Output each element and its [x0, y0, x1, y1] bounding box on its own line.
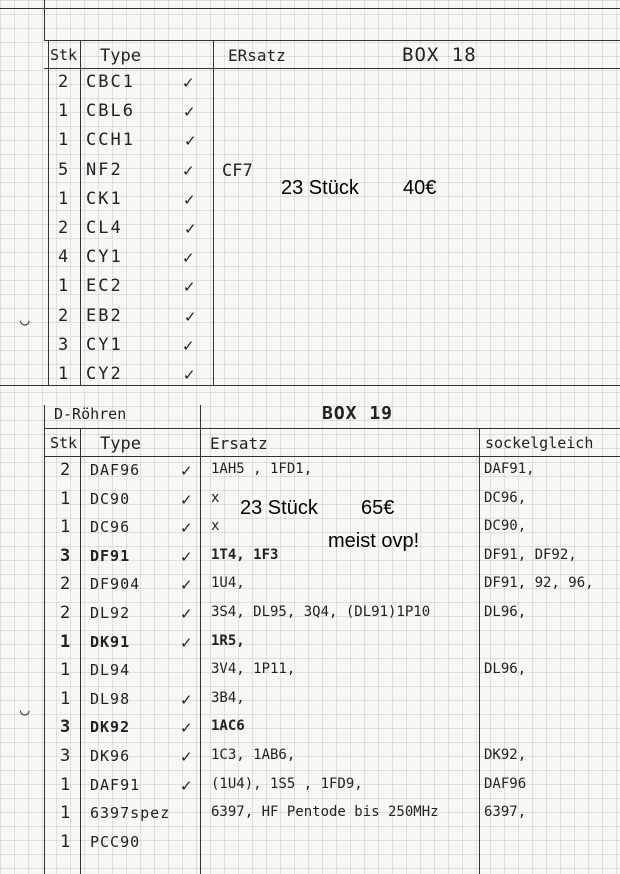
box18-row-type: CY1: [86, 334, 123, 355]
box18-bottom-border: [0, 385, 620, 386]
box18-row-check: ✓: [183, 278, 196, 297]
box19-row-qty: 1: [60, 660, 71, 681]
box19-row-check: ✓: [180, 490, 193, 509]
box19-col-divider-2: [200, 405, 201, 874]
box18-left-border: [48, 40, 49, 385]
box19-row-socket: DK92,: [484, 747, 527, 763]
box18-header-type: Type: [100, 46, 141, 66]
box19-row-qty: 1: [60, 517, 71, 538]
box18-row-qty: 2: [58, 218, 69, 238]
box19-row-socket: DAF96: [484, 775, 527, 792]
box19-row-replacement: 1U4,: [211, 575, 245, 592]
box18-row-qty: 1: [58, 276, 69, 297]
box19-note: meist ovp!: [328, 530, 420, 552]
box19-row-socket: DF91, 92, 96,: [484, 575, 594, 592]
box18-row-check: ✓: [183, 103, 196, 122]
box19-row-qty: 1: [60, 631, 71, 652]
box19-row-check: ✓: [180, 633, 193, 652]
box18-row-type: EC2: [86, 276, 123, 297]
box18-row-type: EB2: [86, 305, 123, 326]
box19-title: BOX 19: [322, 403, 394, 424]
box18-row-check: ✓: [183, 190, 196, 209]
box18-row-qty: 2: [58, 305, 69, 326]
box18-row-qty: 1: [58, 364, 69, 384]
box18-count-label: 23 Stück: [281, 177, 359, 199]
box19-row-type: DAF91: [90, 775, 141, 794]
box18-row-check: ✓: [182, 161, 195, 180]
box19-left-border: [44, 405, 45, 874]
box19-row-type: 6397spez: [90, 804, 171, 823]
box19-row-check: ✓: [180, 576, 193, 595]
box19-row-socket: DC90,: [484, 518, 527, 535]
box19-row-replacement: 1AC6: [211, 718, 245, 735]
box18-row-check: ✓: [183, 366, 196, 384]
box19-row-qty: 1: [60, 688, 71, 709]
box19-row-type: DC90: [90, 489, 131, 508]
box18-header-qty: Stk: [50, 46, 78, 64]
box19-row-qty: 3: [60, 545, 71, 566]
box19-row-qty: 1: [60, 774, 71, 795]
box18-row-qty: 1: [58, 130, 69, 151]
box19-row-type: DL94: [90, 661, 131, 680]
box19-row-type: DK96: [90, 747, 131, 765]
box18-col-divider-1: [80, 40, 81, 385]
box18-row-type: CCH1: [86, 130, 135, 151]
box19-row-type: DL92: [90, 604, 131, 622]
box18-row-type: CBL6: [86, 101, 135, 122]
box19-row-socket: DAF91,: [484, 461, 535, 477]
box19-row-check: ✓: [180, 547, 193, 566]
box19-row-socket: DL96,: [484, 604, 527, 620]
box19-row-socket: 6397,: [484, 804, 527, 821]
box19-row-replacement: x: [211, 489, 220, 506]
box19-row-replacement: 1T4, 1F3: [211, 546, 279, 563]
box19-row-check: ✓: [180, 690, 193, 709]
box19-row-replacement: 3B4,: [211, 689, 245, 706]
box18-row-type: CBC1: [86, 72, 135, 92]
box19-row-type: DL98: [90, 689, 131, 708]
box18-row-check: ✓: [184, 307, 197, 326]
box18-row-qty: 4: [58, 247, 69, 268]
box18-row-type: CY2: [86, 364, 123, 384]
box19-row-check: ✓: [180, 776, 193, 795]
box18-row-check: ✓: [182, 336, 195, 355]
box18-row-qty: 5: [58, 159, 69, 180]
box19-row-type: DK92: [90, 718, 131, 737]
box19-row-check: ✓: [180, 605, 193, 623]
box19-header-replacement: Ersatz: [210, 434, 268, 453]
box19-row-socket: DF91, DF92,: [484, 546, 577, 563]
box19-row-replacement: 3S4, DL95, 3Q4, (DL91)1P10: [211, 604, 431, 620]
margin-mark: ◡: [20, 310, 30, 329]
box19-section-label: D-Röhren: [54, 405, 127, 423]
box18-row-check: ✓: [182, 74, 195, 92]
box18-replacement-note: CF7: [222, 161, 253, 181]
top-left-rule: [44, 0, 45, 40]
box19-count-label: 23 Stück: [240, 497, 318, 519]
box19-row-type: DC96: [90, 518, 131, 537]
box18-row-type: NF2: [86, 159, 123, 180]
top-rule: [0, 8, 620, 9]
box19-header-border: [44, 456, 620, 457]
box18-header-border: [44, 68, 620, 69]
box19-row-type: PCC90: [90, 832, 141, 851]
box19-row-replacement: 1R5,: [211, 632, 245, 649]
box19-header-type: Type: [100, 434, 141, 454]
box18-header-replacement: ERsatz: [228, 46, 286, 65]
box18-row-type: CK1: [86, 188, 123, 209]
box18-row-qty: 1: [58, 188, 69, 209]
box18-row-type: CY1: [86, 247, 123, 268]
box18-row-qty: 1: [58, 101, 69, 122]
box19-row-qty: 3: [60, 717, 71, 738]
box18-title: BOX 18: [402, 44, 477, 66]
box19-top-border: [44, 428, 620, 429]
box19-row-replacement: 3V4, 1P11,: [211, 661, 296, 678]
box18-row-check: ✓: [184, 220, 197, 238]
box19-row-type: DF904: [90, 575, 141, 594]
box19-row-qty: 1: [60, 803, 71, 824]
box19-row-replacement: (1U4), 1S5 , 1FD9,: [211, 775, 363, 792]
margin-mark: ◡: [20, 700, 30, 719]
box19-col-divider-1: [80, 428, 81, 874]
box19-row-type: DAF96: [90, 461, 141, 479]
box19-row-replacement: 6397, HF Pentode bis 250MHz: [211, 804, 439, 821]
box18-row-check: ✓: [182, 249, 195, 268]
box18-row-type: CL4: [86, 218, 123, 238]
box18-price: 40€: [403, 177, 437, 199]
box18-top-border: [44, 40, 620, 41]
box19-price: 65€: [361, 497, 395, 519]
box18-col-divider-2: [213, 40, 214, 385]
box19-row-type: DF91: [90, 546, 131, 565]
box18-row-check: ✓: [184, 132, 197, 151]
box19-row-replacement: 1AH5 , 1FD1,: [211, 461, 313, 477]
box18-row-qty: 3: [58, 334, 69, 355]
box19-row-socket: DC96,: [484, 489, 527, 506]
box19-col-divider-3: [479, 428, 480, 874]
box19-row-qty: 2: [60, 460, 71, 480]
box19-row-type: DK91: [90, 632, 131, 651]
box19-row-check: ✓: [180, 719, 193, 738]
box19-row-qty: 1: [60, 831, 71, 852]
box19-row-socket: DL96,: [484, 661, 527, 678]
box19-row-replacement: 1C3, 1AB6,: [211, 747, 296, 763]
box19-row-qty: 1: [60, 488, 71, 509]
box19-header-qty: Stk: [50, 434, 78, 452]
box19-header-socket: sockelgleich: [485, 434, 594, 452]
box18-row-qty: 2: [58, 72, 69, 92]
box19-row-qty: 2: [60, 574, 71, 595]
box19-row-qty: 2: [60, 603, 71, 623]
box19-row-check: ✓: [180, 748, 193, 766]
box19-row-qty: 3: [60, 746, 71, 766]
box19-row-check: ✓: [180, 519, 193, 538]
box19-row-check: ✓: [180, 462, 193, 480]
box19-row-replacement: x: [211, 518, 220, 535]
